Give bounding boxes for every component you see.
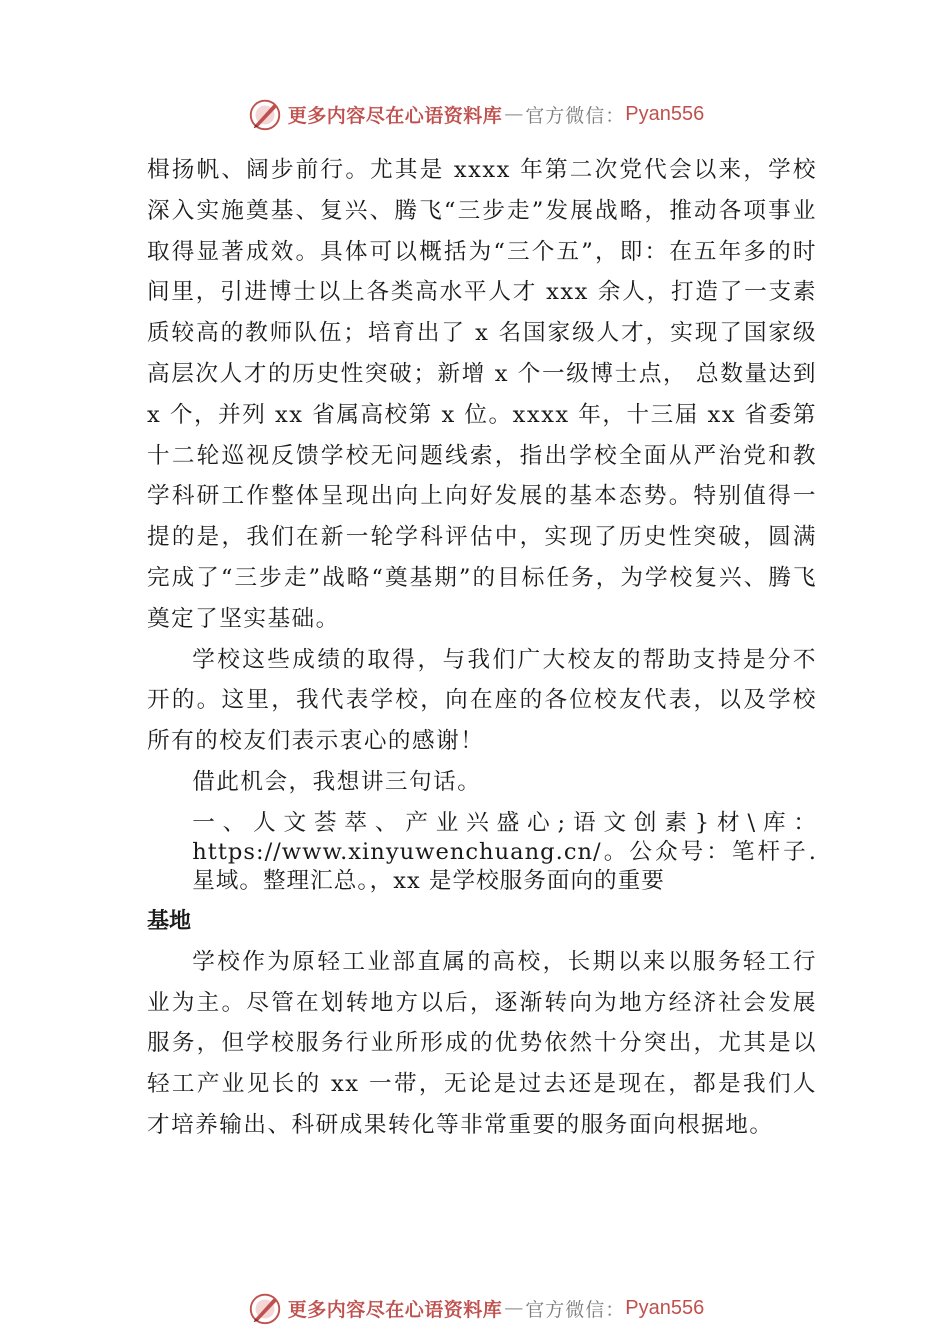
paragraph-point-one: 一、人文荟萃、产业兴盛心;语文创素}材\库：https://www.xinyuwenchuang.cn/。公众号：笔杆子.星域。整理汇总。，xx 是学校服务面向的重要 xyxy=(192,809,817,894)
paragraph-achievements: 楫扬帆、阔步前行。尤其是 xxxx 年第二次党代会以来，学校深入实施奠基、复兴、腾飞“三步走”发展战略，推动各项事业取得显著成效。具体可以概括为“三个五”，即：在五年多的时间里，引进博士以上各类高水平人才 xxx 余人，打造了一支素质较高的教师队伍；培育出了 x 名国家级人才，实现了国家级高层次人才的历史性突破；新增 x 个一级博士点， 总数量达到 x 个，并列 xx 省属高校第 x 位。xxxx 年，十三届 xx 省委第十二轮巡视反馈学校无问题线索，指出学校全面从严治党和教学科研工作整体呈现出向上向好发展的基本态势。特别值得一提的是，我们在新一轮学科评估中，实现了历史性突破，圆满完成了“三步走”战略“奠基期”的目标任务，为学校复兴、腾飞奠定了坚实基础。 xyxy=(147,157,817,632)
paragraph-three-points: 借此机会，我想讲三句话。 xyxy=(192,768,482,795)
pen-logo-icon xyxy=(246,95,284,133)
banner-wechat-label: 官方微信： xyxy=(525,104,626,127)
banner-dash: — xyxy=(504,103,524,125)
footer-watermark-banner xyxy=(0,1286,950,1330)
section-heading: 基地 xyxy=(147,908,192,934)
paragraph-service-base: 学校作为原轻工业部直属的高校，长期以来以服务轻工行业为主。尽管在划转地方以后，逐渐转向为地方经济社会发展服务，但学校服务行业所形成的优势依然十分突出，尤其是以轻工产业见长的 xx 一带，无论是过去还是现在，都是我们人才培养输出、科研成果转化等非常重要的服务面向根据地。 xyxy=(147,948,817,1138)
banner-wechat-id: Pyan556 xyxy=(625,102,705,125)
banner-wechat-id: Pyan556 xyxy=(625,1296,705,1319)
document-body xyxy=(147,150,817,1146)
pen-logo-icon xyxy=(246,1289,284,1327)
header-watermark-banner xyxy=(0,92,950,136)
paragraph-thanks: 学校这些成绩的取得，与我们广大校友的帮助支持是分不开的。这里，我代表学校，向在座的各位校友代表，以及学校所有的校友们表示衷心的感谢！ xyxy=(147,646,817,755)
banner-wechat-label: 官方微信： xyxy=(525,1298,626,1321)
banner-site-name: 更多内容尽在心语资料库 xyxy=(287,104,503,127)
banner-site-name: 更多内容尽在心语资料库 xyxy=(287,1298,503,1321)
banner-dash: — xyxy=(504,1297,524,1319)
